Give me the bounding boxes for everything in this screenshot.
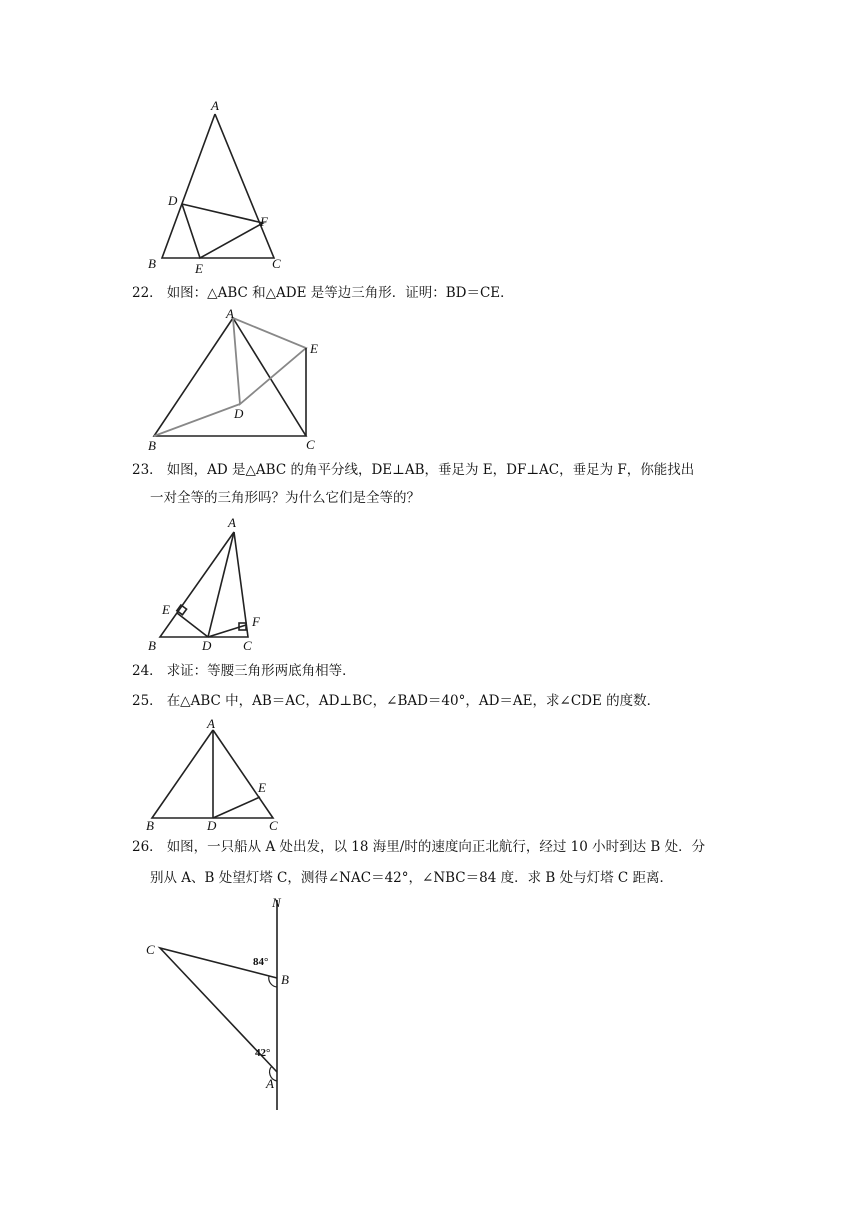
triangle-abc	[162, 114, 274, 258]
figure-22	[140, 308, 340, 454]
question-number: 26．	[132, 839, 163, 855]
label-d: D	[234, 406, 244, 421]
question-number: 22．	[132, 285, 163, 301]
label-c: C	[306, 437, 315, 452]
angle-label-b: 84°	[253, 956, 269, 968]
segment-ad	[208, 532, 234, 637]
figure-26	[140, 892, 310, 1114]
figure-25	[140, 716, 290, 834]
triangle-abc	[154, 318, 306, 436]
question-number: 23．	[132, 462, 163, 478]
label-c: C	[269, 818, 278, 833]
angle-label-a: 42°	[255, 1047, 271, 1059]
question-text: 如图：△ABC 和△ADE 是等边三角形．证明：BD＝CE．	[166, 285, 514, 301]
label-b: B	[146, 818, 154, 833]
segment-df	[208, 625, 246, 637]
label-e: E	[162, 602, 170, 617]
question-22	[132, 284, 514, 302]
label-a: A	[207, 716, 215, 731]
label-a: A	[228, 515, 236, 530]
question-24	[132, 662, 356, 680]
question-number: 24．	[132, 663, 163, 679]
figure-21	[140, 98, 300, 278]
label-d: D	[207, 818, 217, 833]
segment-de	[177, 613, 208, 637]
question-23	[132, 461, 694, 479]
label-d: D	[202, 638, 212, 653]
label-a: A	[226, 308, 234, 321]
question-text: 如图，一只船从 A 处出发，以 18 海里/时的速度向正北航行，经过 10 小时到达 B 处．分	[166, 839, 706, 855]
label-a: A	[211, 98, 219, 113]
triangle-def	[182, 204, 263, 258]
question-text: 在△ABC 中，AB＝AC，AD⊥BC，∠BAD＝40°，AD＝AE，求∠CDE 的度数．	[166, 693, 661, 709]
label-e: E	[258, 780, 266, 795]
question-26-continued: 别从 A、B 处望灯塔 C，测得∠NAC＝42°，∠NBC＝84 度．求 B 处与灯塔 C 距离．	[150, 870, 674, 886]
label-c: C	[146, 942, 155, 957]
question-25	[132, 692, 660, 710]
label-c: C	[243, 638, 252, 653]
label-b: B	[148, 438, 156, 453]
label-b: B	[281, 972, 289, 987]
triangle-ade	[233, 318, 306, 404]
question-text: 如图，AD 是△ABC 的角平分线，DE⊥AB，垂足为 E，DF⊥AC，垂足为 F，你能找出	[166, 462, 695, 478]
question-23-continued: 一对全等的三角形吗？为什么它们是全等的？	[150, 490, 420, 506]
label-f: F	[260, 214, 268, 229]
triangle-abc	[160, 532, 248, 637]
label-b: B	[148, 256, 156, 271]
label-d: D	[168, 193, 178, 208]
question-number: 25．	[132, 693, 163, 709]
question-text: 求证：等腰三角形两底角相等．	[166, 663, 356, 679]
label-e: E	[310, 341, 318, 356]
label-e: E	[195, 261, 203, 276]
label-b: B	[148, 638, 156, 653]
label-c: C	[272, 256, 281, 271]
segment-bd	[154, 404, 240, 436]
label-n: N	[272, 895, 281, 910]
label-f: F	[252, 614, 260, 629]
segment-de	[213, 797, 260, 818]
figure-23	[140, 512, 270, 654]
label-a: A	[266, 1076, 274, 1091]
question-26	[132, 838, 705, 856]
